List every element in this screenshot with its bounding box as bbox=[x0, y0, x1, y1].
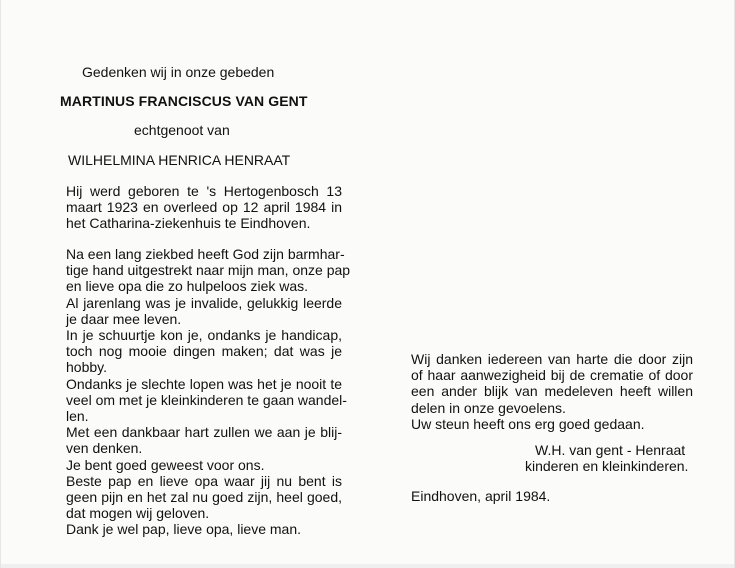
poem-paragraph bbox=[66, 246, 351, 538]
poem-line: tige hand uitgestrekt naar mijn man, onze pap bbox=[66, 262, 351, 279]
poem-line: Dank je wel pap, lieve opa, lieve man. bbox=[66, 521, 302, 538]
thanks-line: Wij danken iedereen van harte die door zijn bbox=[411, 351, 693, 367]
thanks-paragraph bbox=[411, 351, 693, 432]
birth-line: maart 1923 en overleed op 12 april 1984 in bbox=[66, 199, 342, 216]
place-date: Eindhoven, april 1984. bbox=[411, 488, 551, 504]
poem-line: Beste pap en lieve opa waar jij nu bent is bbox=[66, 472, 342, 489]
poem-line: hobby. bbox=[66, 359, 107, 376]
birth-line: Hij werd geboren te 's Hertogenbosch 13 bbox=[66, 183, 342, 199]
poem-line: toch nog mooie dingen maken; dat was je bbox=[66, 343, 342, 360]
poem-line: Al jarenlang was je invalide, gelukkig leerde bbox=[66, 294, 342, 311]
poem-line: Na een lang ziekbed heeft God zijn barmhar- bbox=[66, 246, 345, 262]
poem-line: Met een dankbaar hart zullen we aan je blij- bbox=[66, 424, 342, 441]
thanks-line: Uw steun heeft ons erg goed gedaan. bbox=[411, 415, 645, 432]
intro-text: Gedenken wij in onze gebeden bbox=[82, 64, 275, 80]
poem-line: je daar mee leven. bbox=[66, 310, 182, 327]
birth-line: het Catharina-ziekenhuis te Eindhoven. bbox=[66, 215, 311, 232]
poem-line: geen pijn en het zal nu goed zijn, heel goed, bbox=[66, 489, 342, 506]
signature-name: W.H. van gent - Henraat bbox=[535, 442, 686, 458]
poem-line: Ondanks je slechte lopen was het je nooit te bbox=[66, 375, 342, 392]
poem-line: len. bbox=[66, 408, 89, 425]
deceased-name: MARTINUS FRANCISCUS VAN GENT bbox=[60, 93, 308, 109]
thanks-line: of haar aanwezigheid bij de crematie of door bbox=[411, 367, 693, 384]
poem-line: dat mogen wij geloven. bbox=[66, 505, 210, 522]
poem-line: In je schuurtje kon je, ondanks je handicap, bbox=[66, 327, 342, 344]
signature-family: kinderen en kleinkinderen. bbox=[525, 458, 689, 474]
poem-line: Je bent goed geweest voor ons. bbox=[66, 456, 265, 473]
poem-line: ven denken. bbox=[66, 440, 143, 457]
thanks-line: delen in onze gevoelens. bbox=[411, 399, 566, 416]
thanks-line: een ander blijk van medeleven heeft willen bbox=[411, 383, 693, 400]
relation-text: echtgenoot van bbox=[134, 122, 230, 138]
birth-paragraph bbox=[66, 183, 342, 232]
spouse-name: WILHELMINA HENRICA HENRAAT bbox=[68, 152, 291, 168]
card-bottom-edge bbox=[1, 564, 734, 568]
poem-line: veel om met je kleinkinderen te gaan wandel- bbox=[66, 391, 347, 408]
poem-line: en lieve opa die zo hulpeloos ziek was. bbox=[66, 278, 309, 295]
